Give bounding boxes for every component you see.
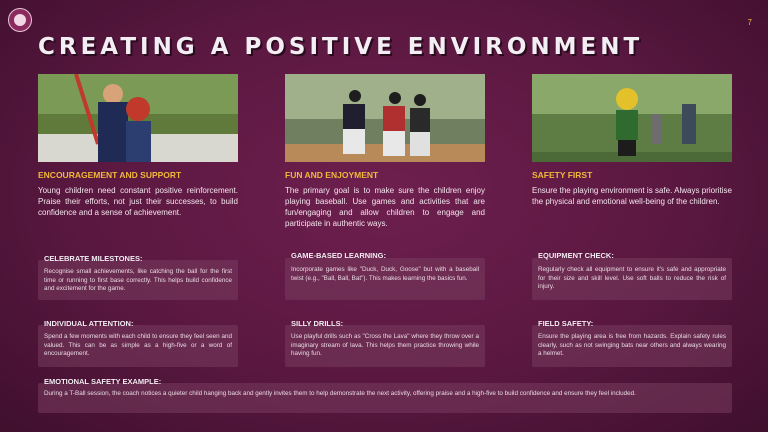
- page-number: 7: [747, 18, 752, 27]
- photo-coach-and-child: [38, 74, 238, 162]
- equipment-check-box: [532, 258, 732, 300]
- safety-heading: SAFETY FIRST: [532, 170, 593, 180]
- photo-child-with-helmet: [532, 74, 732, 162]
- emotional-safety-label: EMOTIONAL SAFETY EXAMPLE:: [44, 377, 162, 386]
- field-safety-text: Ensure the playing area is free from hazards. Explain safety rules clearly, such as not swinging bats near others and always wearing a helmet.: [538, 333, 726, 357]
- equipment-check-label: EQUIPMENT CHECK:: [538, 251, 614, 260]
- game-based-learning-box: [285, 258, 485, 300]
- game-based-learning-label: GAME-BASED LEARNING:: [291, 251, 386, 260]
- encouragement-heading: ENCOURAGEMENT AND SUPPORT: [38, 170, 182, 180]
- fun-heading: FUN AND ENJOYMENT: [285, 170, 379, 180]
- photo-team-celebrating: [285, 74, 485, 162]
- individual-attention-text: Spend a few moments with each child to ensure they feel seen and valued. This can be as simple as a high-five or a word of encouragement.: [44, 333, 232, 357]
- encouragement-text: Young children need constant positive reinforcement. Praise their efforts, not just their successes, to build confidence and a sense of achievement.: [38, 186, 238, 217]
- celebrate-milestones-box: [38, 260, 238, 300]
- equipment-check-text: Regularly check all equipment to ensure it's safe and appropriate for their size and skill level. Use soft balls to reduce the risk of injury.: [538, 266, 726, 290]
- field-safety-label: FIELD SAFETY:: [538, 319, 594, 328]
- emotional-safety-text: During a T-Ball session, the coach notices a quieter child hanging back and gently invites them to help demonstrate the next activity, offering praise and a high-five to build confidence and ensure they feel included.: [44, 390, 636, 397]
- silly-drills-text: Use playful drills such as "Cross the Lava" where they throw over a imaginary stream of lava. This helps them practice throwing while having fun.: [291, 333, 479, 357]
- individual-attention-box: [38, 325, 238, 367]
- field-safety-box: [532, 325, 732, 367]
- fun-text: The primary goal is to make sure the children enjoy playing baseball. Use games and activities that are fun/engaging and allow children to engage and participate in authentic ways.: [285, 186, 485, 228]
- emotional-safety-box: [38, 383, 732, 413]
- brand-logo: [8, 8, 32, 32]
- celebrate-milestones-text: Recognise small achievements, like catching the ball for the first time or running to first base correctly. This helps build confidence and excitement for the game.: [44, 268, 232, 292]
- silly-drills-label: SILLY DRILLS:: [291, 319, 344, 328]
- page-title: CREATING A POSITIVE ENVIRONMENT: [38, 34, 644, 60]
- silly-drills-box: [285, 325, 485, 367]
- celebrate-milestones-label: CELEBRATE MILESTONES:: [44, 254, 143, 263]
- game-based-learning-text: Incorporate games like "Duck, Duck, Goose" but with a baseball twist (e.g., "Ball, Ball, Bat"). This makes learning the basics fun.: [291, 266, 479, 282]
- individual-attention-label: INDIVIDUAL ATTENTION:: [44, 319, 134, 328]
- safety-text: Ensure the playing environment is safe. Always prioritise the physical and emotional well-being of the children.: [532, 186, 732, 206]
